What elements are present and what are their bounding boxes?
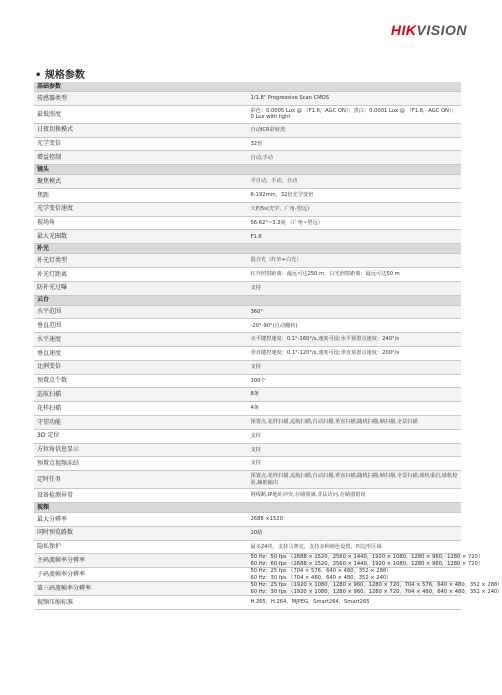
spec-key: 比例变倍 [34,360,248,374]
spec-row [34,105,461,123]
spec-value-line: 支持 [250,432,261,439]
spec-key: 隐私保护 [34,540,248,554]
spec-key: 视场角 [34,216,248,230]
spec-value-line: 水平键控速度：0.1°-160°/s,速度可设;水平预置点速度：240°/s [250,336,400,343]
spec-row [34,388,461,402]
spec-row [34,360,461,374]
spec-value-line: 300个 [250,377,266,384]
spec-value-line: 2688 ×1520 [250,516,283,523]
section-header [34,244,461,254]
spec-value-line: 大约5s(光学，广角-望远) [250,205,310,212]
spec-table [34,82,502,610]
spec-key: 垂直速度 [34,346,248,360]
spec-row [34,554,461,568]
spec-key: 水平速度 [34,333,248,347]
spec-value [248,457,462,471]
spec-value [248,582,502,596]
spec-value [248,512,462,526]
spec-value-line: 混合光（红外+白光） [250,257,302,264]
spec-row [34,188,461,202]
spec-value [248,281,462,295]
spec-value-line: 1/1.8" Progressive Scan CMOS [250,95,330,102]
spec-key: 第三码流帧率分辨率 [34,582,248,596]
spec-key: 设备检测异常 [34,489,248,503]
spec-row [34,457,461,471]
spec-value-line: 预置点,花样扫描,巡航扫描,自动扫描,垂直扫描,随机扫描,帧扫描,全景扫描 [250,419,418,426]
section-title: 补光 [34,244,461,254]
spec-key: 预置点视频冻结 [34,457,248,471]
spec-key: 3D 定位 [34,429,248,443]
spec-key: 焦距 [34,188,248,202]
spec-row [34,540,461,554]
spec-key: 同时预览路数 [34,526,248,540]
section-header [34,502,461,512]
spec-key: 聚焦模式 [34,175,248,189]
spec-key: 光学变倍 [34,137,248,151]
spec-row [34,151,461,165]
spec-value [248,333,462,347]
section-header [34,165,461,175]
spec-row [34,175,461,189]
spec-value [248,105,462,123]
spec-value-line: 垂直键控速度：0.1°-120°/s,速度可设;垂直预置点速度：200°/s [250,350,400,357]
spec-value [248,137,462,151]
spec-row [34,254,461,268]
spec-value [248,216,462,230]
spec-value-line: 自动ICR彩转黑 [250,126,286,133]
spec-key: 水平范围 [34,305,248,319]
spec-row [34,123,461,137]
spec-value-line: 32倍 [250,140,263,147]
spec-row [34,281,461,295]
spec-value [248,568,462,582]
spec-value [248,402,462,416]
spec-row [34,267,461,281]
spec-row [34,333,461,347]
spec-row [34,596,461,610]
spec-value [248,360,462,374]
spec-value [248,319,462,333]
spec-key: 预置点个数 [34,374,248,388]
spec-value-line: 20路 [250,529,263,536]
spec-value-line: 支持 [250,363,261,370]
spec-key: 补光灯距离 [34,267,248,281]
spec-key: 花样扫描 [34,402,248,416]
spec-row [34,202,461,216]
section-title: 云台 [34,295,461,305]
spec-value [248,489,462,503]
spec-key: 最低照度 [34,105,248,123]
spec-value-line: 60 Hz：60 fps （2688 × 1520，2560 × 1440，1920 × 1080，1280 × 960，1280 × 720） [250,560,484,567]
spec-value [248,305,462,319]
spec-row [34,92,461,106]
spec-value-line: 4条 [250,405,259,412]
spec-value-line: 支持 [250,446,261,453]
logo-part-1: HIK [390,22,417,38]
spec-row [34,429,461,443]
spec-value-line: 360° [250,308,263,315]
spec-key: 光学变倍速度 [34,202,248,216]
spec-row [34,402,461,416]
spec-key: 巡航扫描 [34,388,248,402]
spec-key: 最大分辨率 [34,512,248,526]
spec-row [34,415,461,429]
spec-row [34,374,461,388]
spec-value-line: 红外照射距离：最远可达250 m，白光照射距离：最远可达50 m [250,271,400,278]
spec-key: 子码流帧率分辨率 [34,568,248,582]
spec-row [34,319,461,333]
spec-key: 定时任务 [34,471,248,489]
page-title: • 规格参数 [35,70,85,81]
spec-value-line: 预置点,花样扫描,巡航扫描,自动扫描,垂直扫描,随机扫描,帧扫描,全景扫描,球机重启,球机校验,辅助输出 [250,473,458,486]
spec-row [34,489,461,503]
spec-value-line: 支持 [250,460,261,467]
logo-part-2: VISION [416,22,467,38]
spec-value [248,554,484,568]
spec-value [248,526,462,540]
spec-row [34,582,461,596]
spec-value [248,596,462,610]
spec-key: 守望功能 [34,415,248,429]
spec-row [34,512,461,526]
spec-value [248,471,462,489]
spec-key: 方位角信息显示 [34,443,248,457]
spec-value [248,540,462,554]
spec-key: 日夜切换模式 [34,123,248,137]
section-title: 镜头 [34,165,461,175]
spec-value [248,92,462,106]
spec-value-line: 50 Hz：25 fps （704 × 576，640 × 480，352 × 288） [250,568,392,575]
spec-key: 防补光过曝 [34,281,248,295]
spec-row [34,443,461,457]
brand-logo [391,22,467,38]
spec-row [34,305,461,319]
spec-value [248,267,462,281]
spec-value-line: 60 Hz：30 fps （704 × 480，640 × 480，352 × 240） [250,574,392,581]
spec-key: 传感器类型 [34,92,248,106]
spec-value [248,443,462,457]
spec-row [34,526,461,540]
spec-key: 主码流帧率分辨率 [34,554,248,568]
spec-value-line: F1.6 [250,233,262,240]
spec-value-line: 6-192mm，32倍光学变倍 [250,192,314,199]
spec-value [248,388,462,402]
spec-value-line: 支持 [250,284,261,291]
spec-value-line: 50 Hz：25 fps （1920 × 1080，1280 × 960，1280 × 720，704 × 576，640 × 480，352 × 288） [250,582,502,589]
spec-value [248,346,462,360]
spec-value-line: 60 Hz：30 fps （1920 × 1080，1280 × 960，1280 × 720，704 × 480，640 × 480，352 × 240） [250,588,502,595]
spec-value-line: 8条 [250,391,259,398]
section-header [34,82,461,92]
spec-key: 最大光圈数 [34,230,248,244]
section-title: 基础参数 [34,82,461,92]
spec-value-line: 彩色：0.0005 Lux @ （F1.6，AGC ON）；黑白：0.0001 Lux @ （F1.6，AGC ON）；0 Lux with light [250,107,457,121]
spec-value-line: 最多24块，支持马赛克、支持多种颜色设置，四边形区域 [250,543,382,550]
spec-value-line: H.265，H.264，MJPEG，Smart264，Smart265 [250,599,370,606]
spec-row [34,568,461,582]
section-title: 视频 [34,502,461,512]
spec-row [34,471,461,489]
section-header [34,295,461,305]
spec-value-line: 网线断,IP地址冲突,存储器满,非法访问,存储器错误 [250,492,366,499]
spec-value [248,374,462,388]
spec-row [34,346,461,360]
spec-value [248,151,462,165]
spec-row [34,216,461,230]
spec-key: 增益控制 [34,151,248,165]
spec-value [248,175,462,189]
spec-value-line: 自动,手动 [250,154,273,161]
spec-value [248,254,462,268]
spec-value [248,123,462,137]
spec-row [34,230,461,244]
spec-key: 垂直范围 [34,319,248,333]
spec-value-line: 56.62°~3.3度 （广角~望远） [250,219,323,226]
spec-key: 视频压缩标准 [34,596,248,610]
spec-key: 补光灯类型 [34,254,248,268]
spec-value [248,202,462,216]
spec-value-line: 半自动，手动，自动 [250,178,298,185]
spec-value [248,188,462,202]
spec-value-line: 50 Hz：50 fps （2688 × 1520，2560 × 1440，1920 × 1080，1280 × 960，1280 × 720） [250,554,484,561]
spec-value [248,429,462,443]
spec-value [248,230,462,244]
spec-value-line: -20°-90°(自动翻转) [250,322,298,329]
spec-row [34,137,461,151]
spec-value [248,415,462,429]
